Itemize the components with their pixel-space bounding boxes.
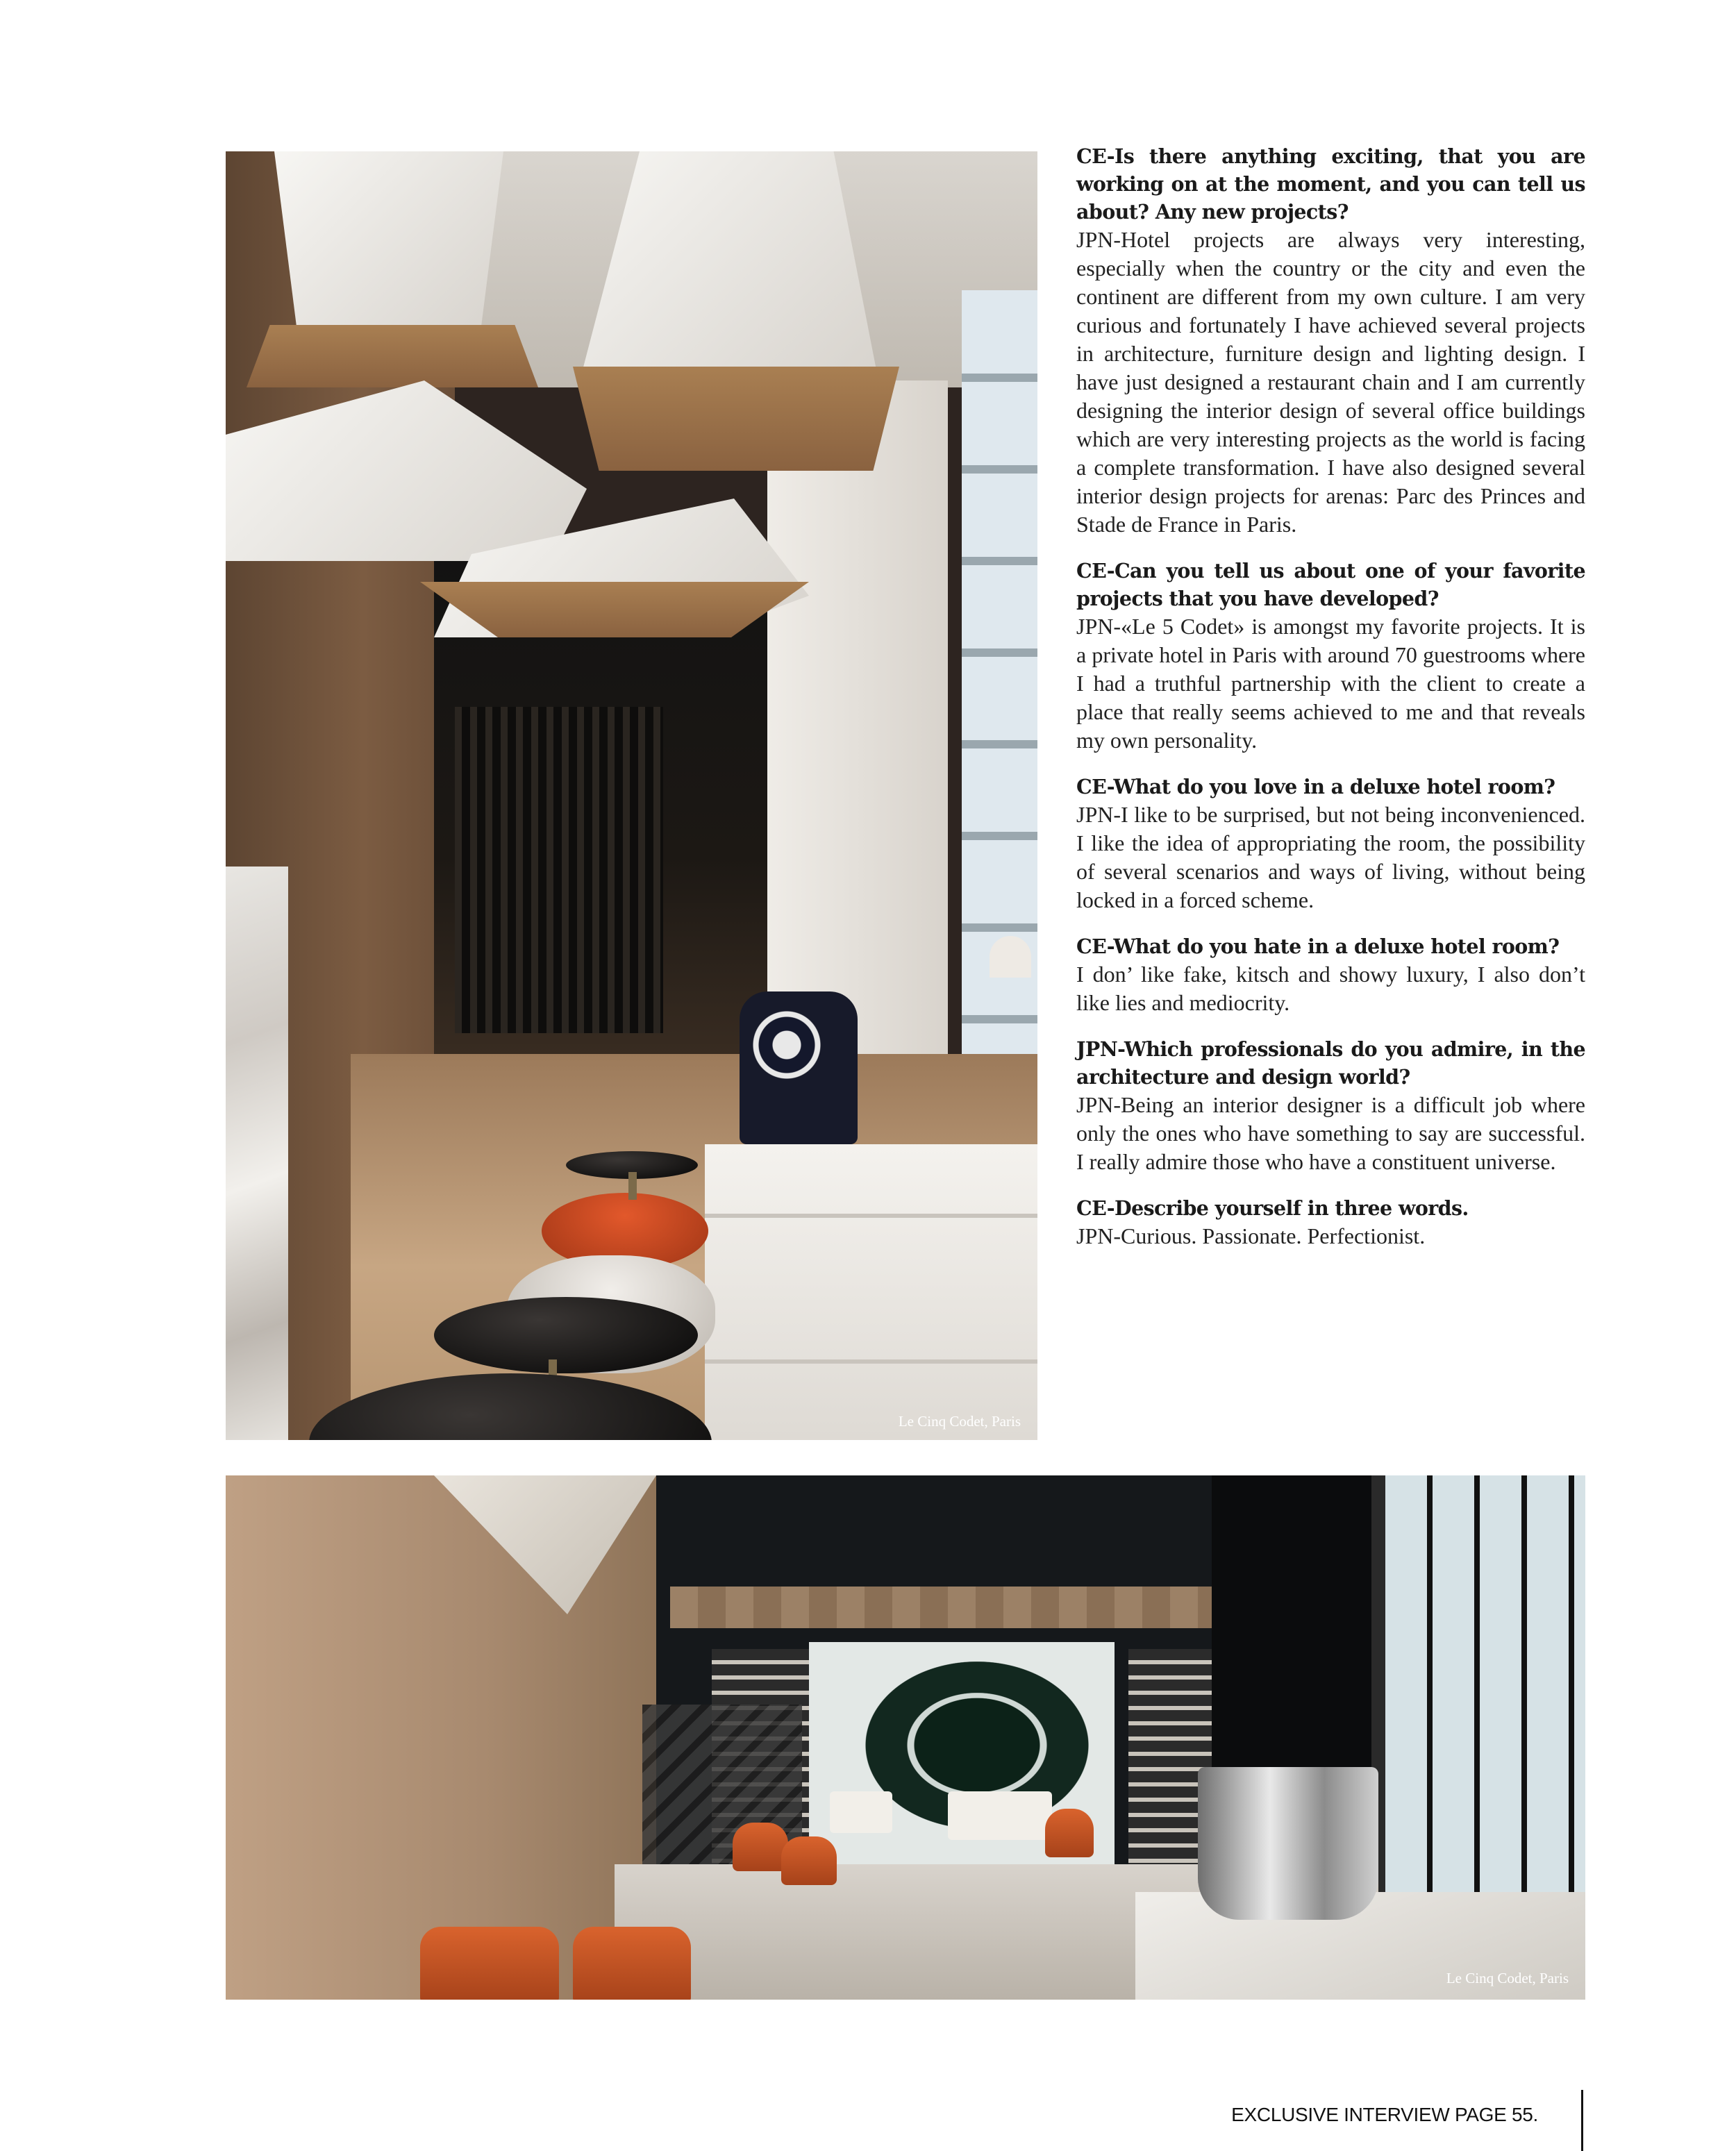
question: CE-Can you tell us about one of your favorite projects that you have developed? (1076, 559, 1585, 610)
question: CE-Describe yourself in three words. (1076, 1196, 1469, 1220)
qa-block (1076, 557, 1585, 755)
footer-divider (1581, 2090, 1583, 2151)
qa-block (1076, 773, 1585, 914)
page-footer: EXCLUSIVE INTERVIEW PAGE 55. (1231, 2104, 1538, 2125)
qa-block (1076, 932, 1585, 1017)
restaurant-photo (226, 1475, 1585, 2000)
question: CE-What do you love in a deluxe hotel room? (1076, 775, 1555, 798)
question: CE-Is there anything exciting, that you are working on at the moment, and you can tell us about? Any new projects? (1076, 144, 1585, 224)
qa-block (1076, 142, 1585, 539)
answer: JPN-I like to be surprised, but not being inconvenienced. I like the idea of appropriating the room, the possibility of several scenarios and ways of living, without being locked in a forced scheme. (1076, 802, 1585, 912)
answer: JPN-Being an interior designer is a difficult job where only the ones who have something to say are successful. I really admire those who have a constituent universe. (1076, 1092, 1585, 1174)
restaurant-photo-caption: Le Cinq Codet, Paris (1446, 1970, 1569, 1986)
answer: JPN-Hotel projects are always very interesting, especially when the country or the city and even the continent are different from my own culture. I am very curious and fortunately I have achieved several projects in architecture, furniture design and lighting design. I have just designed a restaurant chain and I am currently designing the interior design of several office buildings which are very interesting projects as the world is facing a complete transformation. I have also designed several interior design projects for arenas: Parc des Princes and Stade de France in Paris. (1076, 227, 1585, 537)
interview-text (1076, 142, 1585, 1269)
question: JPN-Which professionals do you admire, in the architecture and design world? (1076, 1037, 1585, 1089)
lobby-photo-caption: Le Cinq Codet, Paris (898, 1413, 1021, 1430)
lobby-photo (226, 151, 1037, 1440)
question: CE-What do you hate in a deluxe hotel room? (1076, 935, 1560, 958)
qa-block (1076, 1194, 1585, 1250)
answer: JPN-«Le 5 Codet» is amongst my favorite projects. It is a private hotel in Paris with around 70 guestrooms where I had a truthful partnership with the client to create a place that really seems achieved to me and that reveals my own personality. (1076, 614, 1585, 753)
answer: JPN-Curious. Passionate. Perfectionist. (1076, 1223, 1426, 1248)
qa-block (1076, 1035, 1585, 1176)
answer: I don’ like fake, kitsch and showy luxury, I also don’t like lies and mediocrity. (1076, 962, 1585, 1015)
